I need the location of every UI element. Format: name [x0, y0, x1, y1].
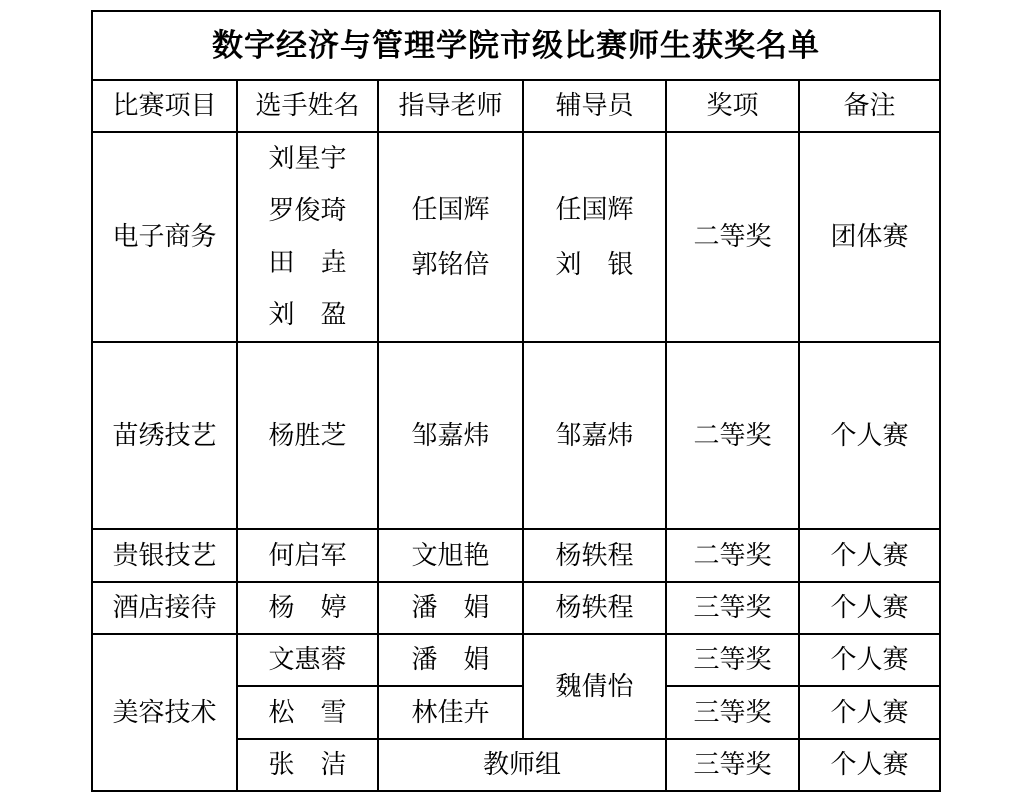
players-cell: 何启军: [237, 529, 378, 582]
award-cell: 二等奖: [666, 342, 799, 529]
counselor-name: 刘 银: [555, 250, 634, 279]
header-counselor: 辅导员: [523, 80, 666, 132]
player-name: 刘星宇: [268, 144, 347, 173]
teachers-cell: 文旭艳: [378, 529, 523, 582]
note-cell: 个人赛: [799, 634, 940, 686]
award-cell: 三等奖: [666, 686, 799, 739]
table-row: [92, 132, 940, 342]
table-title: 数字经济与管理学院市级比赛师生获奖名单: [92, 11, 940, 80]
teacher-name: 任国辉: [411, 195, 490, 224]
title-row: [92, 11, 940, 80]
event-cell: 酒店接待: [92, 582, 237, 634]
awards-table: [91, 10, 941, 792]
players-cell: 松 雪: [237, 686, 378, 739]
players-cell: 文惠蓉: [237, 634, 378, 686]
award-cell: 二等奖: [666, 132, 799, 342]
note-cell: 个人赛: [799, 582, 940, 634]
player-name: 刘 盈: [268, 300, 347, 329]
player-name: 罗俊琦: [268, 196, 347, 225]
counselors-cell: 魏倩怡: [523, 634, 666, 739]
players-cell: [237, 132, 378, 342]
award-cell: 二等奖: [666, 529, 799, 582]
table-row: [92, 342, 940, 529]
event-cell: 贵银技艺: [92, 529, 237, 582]
counselors-cell: 杨轶程: [523, 529, 666, 582]
header-row: [92, 80, 940, 132]
award-cell: 三等奖: [666, 582, 799, 634]
table-row: [92, 634, 940, 686]
players-cell: 杨 婷: [237, 582, 378, 634]
header-event: 比赛项目: [92, 80, 237, 132]
teachers-cell: 潘 娟: [378, 582, 523, 634]
counselors-cell: 杨轶程: [523, 582, 666, 634]
players-cell: 杨胜芝: [237, 342, 378, 529]
table-row: [92, 529, 940, 582]
header-note: 备注: [799, 80, 940, 132]
header-teacher: 指导老师: [378, 80, 523, 132]
note-cell: 个人赛: [799, 739, 940, 791]
counselors-cell: [523, 132, 666, 342]
teachers-cell: [378, 132, 523, 342]
award-cell: 三等奖: [666, 634, 799, 686]
table-row: [92, 582, 940, 634]
note-cell: 个人赛: [799, 529, 940, 582]
counselors-cell: 邹嘉炜: [523, 342, 666, 529]
award-cell: 三等奖: [666, 739, 799, 791]
teachers-cell: 邹嘉炜: [378, 342, 523, 529]
player-name: 田 垚: [268, 248, 347, 277]
note-cell: 个人赛: [799, 342, 940, 529]
event-cell: 电子商务: [92, 132, 237, 342]
teachers-cell: 林佳卉: [378, 686, 523, 739]
teacher-name: 郭铭倍: [411, 250, 490, 279]
header-player: 选手姓名: [237, 80, 378, 132]
event-cell: 苗绣技艺: [92, 342, 237, 529]
teacher-group-cell: 教师组: [378, 739, 666, 791]
note-cell: 团体赛: [799, 132, 940, 342]
event-cell: 美容技术: [92, 634, 237, 791]
counselor-name: 任国辉: [555, 195, 634, 224]
note-cell: 个人赛: [799, 686, 940, 739]
teachers-cell: 潘 娟: [378, 634, 523, 686]
players-cell: 张 洁: [237, 739, 378, 791]
header-award: 奖项: [666, 80, 799, 132]
